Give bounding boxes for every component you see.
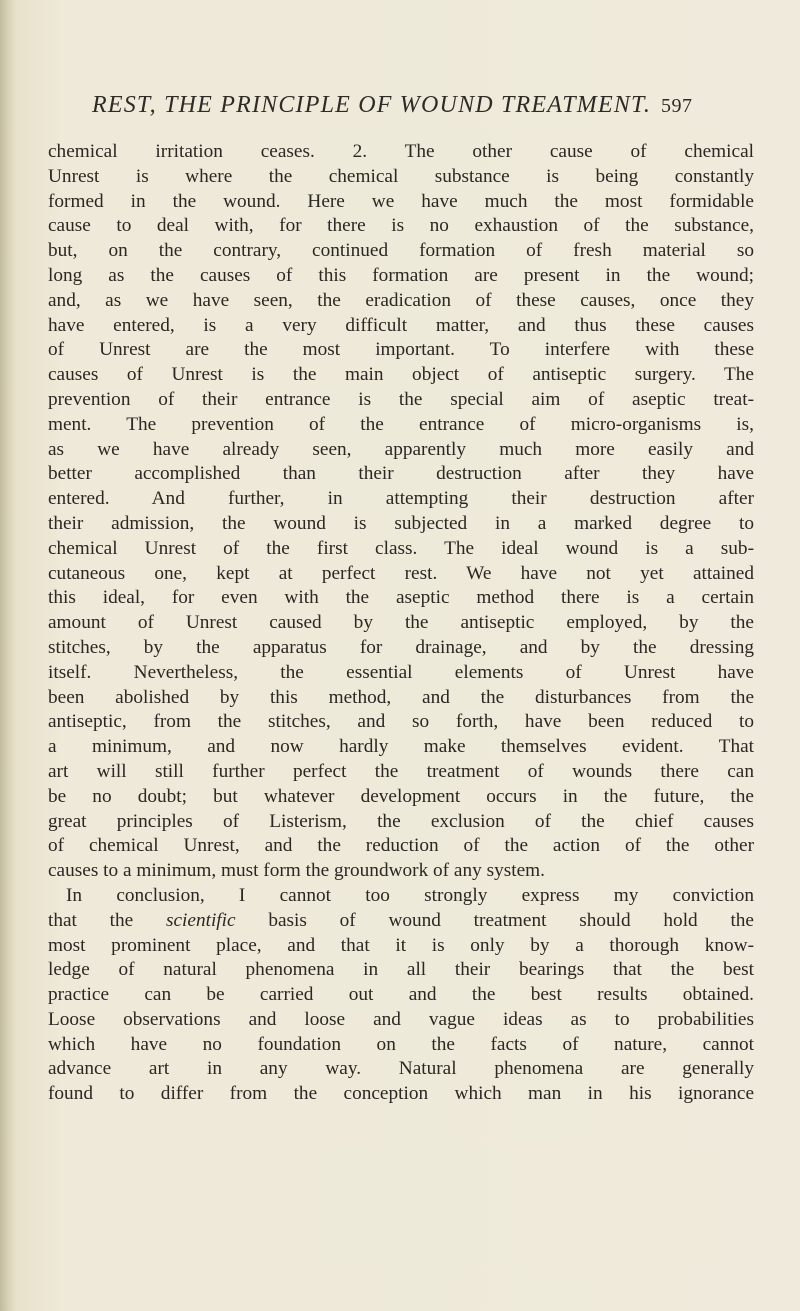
text-line: their admission, the wound is subjected in a marked degree to (48, 512, 754, 534)
text-line: amount of Unrest caused by the antiseptic employed, by the (48, 612, 754, 634)
text-line: practice can be carried out and the best results obtained. (48, 984, 754, 1006)
text-line: better accomplished than their destruction after they have (48, 463, 754, 485)
text-line: formed in the wound. Here we have much the most formidable (48, 190, 754, 212)
text-line: ment. The prevention of the entrance of micro-organisms is, (48, 413, 754, 435)
text-line: antiseptic, from the stitches, and so forth, have been reduced to (48, 711, 754, 733)
page-number: 597 (661, 95, 693, 117)
text-line: a minimum, and now hardly make themselves evident. That (48, 736, 754, 758)
text-line: found to differ from the conception which man in his ignorance (48, 1083, 754, 1105)
text-line: advance art in any way. Natural phenomena are generally (48, 1058, 754, 1080)
text-line: of Unrest are the most important. To interfere with these (48, 339, 754, 361)
text-line: ledge of natural phenomena in all their bearings that the best (48, 959, 754, 981)
text-line: stitches, by the apparatus for drainage, and by the dressing (48, 636, 754, 658)
text-line: but, on the contrary, continued formation of fresh material so (48, 240, 754, 262)
text-line: and, as we have seen, the eradication of these causes, once they (48, 289, 754, 311)
text-line: of chemical Unrest, and the reduction of the action of the other (48, 835, 754, 857)
text-line: that the scientific basis of wound treatment should hold the (48, 909, 754, 931)
text-line: chemical irritation ceases. 2. The other cause of chemical (48, 141, 754, 162)
text-line: Loose observations and loose and vague ideas as to probabilities (48, 1008, 754, 1030)
text-line: have entered, is a very difficult matter, and thus these causes (48, 314, 754, 336)
text-line: chemical Unrest of the first class. The ideal wound is a sub- (48, 537, 754, 559)
emphasized-word: scientific (165, 909, 236, 931)
text-line: cutaneous one, kept at perfect rest. We have not yet attained (48, 562, 754, 584)
text-line: which have no foundation on the facts of nature, cannot (48, 1033, 754, 1055)
text-line: most prominent place, and that it is only by a thorough know- (48, 934, 754, 956)
text-line: be no doubt; but whatever development occurs in the future, the (48, 785, 754, 807)
text-line: cause to deal with, for there is no exhaustion of the substance, (48, 215, 754, 237)
text-line: prevention of their entrance is the special aim of aseptic treat- (48, 388, 754, 410)
text-line: causes to a minimum, must form the groundwork of any system. (48, 860, 545, 882)
text-line: long as the causes of this formation are present in the wound; (48, 264, 754, 286)
text-line: art will still further perfect the treatment of wounds there can (48, 760, 754, 782)
text-line: Unrest is where the chemical substance is being constantly (48, 165, 754, 187)
text-line: causes of Unrest is the main object of antiseptic surgery. The (48, 364, 754, 386)
text-line: itself. Nevertheless, the essential elements of Unrest have (48, 661, 754, 683)
text-line: entered. And further, in attempting their destruction after (48, 488, 754, 510)
text-line: been abolished by this method, and the disturbances from the (48, 686, 754, 708)
body-text (48, 140, 754, 1107)
text-line: great principles of Listerism, the exclusion of the chief causes (48, 810, 754, 832)
text-line: this ideal, for even with the aseptic method there is a certain (48, 587, 754, 609)
text-line: as we have already seen, apparently much more easily and (48, 438, 754, 460)
running-head (92, 92, 732, 122)
running-head-title: REST, THE PRINCIPLE OF WOUND TREATMENT. (92, 92, 652, 118)
gutter-shadow (0, 0, 14, 1311)
text-line-paragraph-start: In conclusion, I cannot too strongly express my conviction (66, 884, 754, 906)
